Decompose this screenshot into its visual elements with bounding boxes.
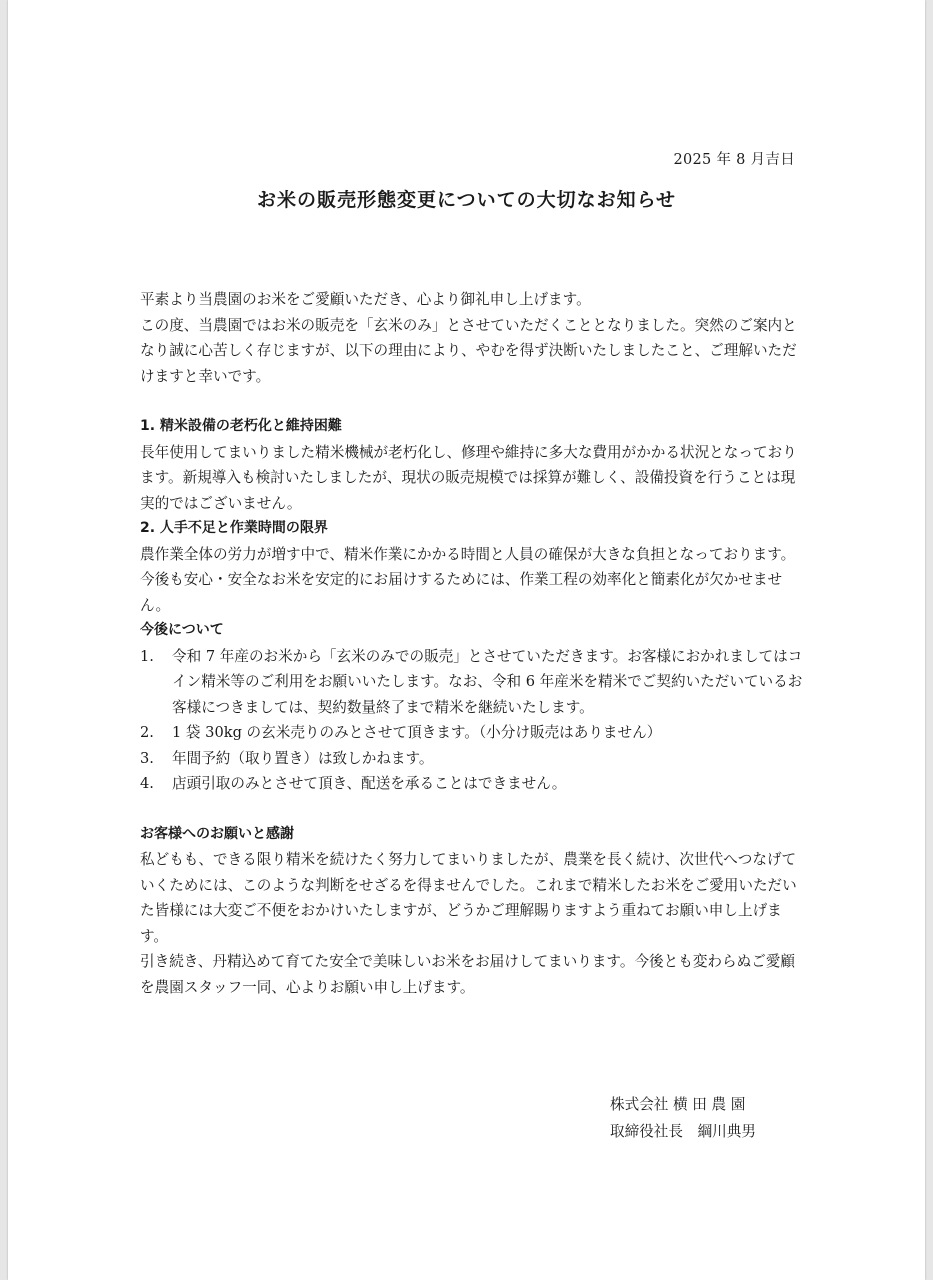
- document-date: 2025 年 8 月吉日: [673, 152, 795, 168]
- list-item-number: 1.: [140, 647, 154, 665]
- list-item-number: 3.: [140, 749, 154, 767]
- list-item: [140, 720, 805, 746]
- list-item-number: 4.: [140, 775, 154, 792]
- signatory-name: 取締役社長 綱川典男: [610, 1123, 756, 1140]
- section-text-labor: 農作業全体の労力が増す中で、精米作業にかかる時間と人員の確保が大きな負担となっております。今後も安心・安全なお米を安定的にお届けするためには、作業工程の効率化と簡素化が欠かせません。: [140, 545, 796, 614]
- section-heading-equipment: 1. 精米設備の老朽化と維持困難: [140, 418, 342, 434]
- request-paragraph: 引き続き、丹精込めて育てた安全で美味しいお米をお届けしてまいります。今後とも変わらぬご愛顧を農園スタッフ一同、心よりお願い申し上げます。: [140, 953, 795, 996]
- document-title: お米の販売形態変更についての大切なお知らせ: [256, 189, 677, 211]
- section-heading-labor: 2. 人手不足と作業時間の限界: [140, 520, 328, 536]
- spacer: [140, 389, 805, 414]
- list-item-text: 1 袋 30kg の玄米売りのみとさせて頂きます。（小分け販売はありません）: [172, 724, 662, 741]
- section-heading-future: 今後について: [140, 622, 224, 638]
- list-item-text: 店頭引取のみとさせて頂き、配送を承ることはできません。: [172, 775, 567, 792]
- list-item-text: 年間予約（取り置き）は致しかねます。: [172, 749, 434, 767]
- spacer: [140, 797, 805, 822]
- list-item-text: 令和 7 年産のお米から「玄米のみでの販売」とさせていただきます。お客様におかれましてはコイン精米等のご利用をお願いいたします。なお、令和 6 年産米を精米でご契約いただいているお客様につきましては、契約数量終了まで精米を継続いたします。: [172, 647, 803, 716]
- intro-paragraph: この度、当農園ではお米の販売を「玄米のみ」とさせていただくこととなりました。突然のご案内となり誠に心苦しく存じますが、以下の理由により、やむを得ず決断いたしましたこと、ご理解いただけますと幸いです。: [140, 316, 797, 385]
- document-page: [8, 0, 925, 1280]
- company-name: 株式会社 横 田 農 園: [610, 1096, 746, 1113]
- list-item-number: 2.: [140, 724, 154, 741]
- future-list: [140, 644, 805, 797]
- request-paragraph: 私どもも、できる限り精米を続けたく努力してまいりましたが、農業を長く続け、次世代へつなげていくためには、このような判断をせざるを得ませんでした。これまで精米したお米をご愛用いただいた皆様には大変ご不便をおかけいたしますが、どうかご理解賜りますよう重ねてお願い申し上げます。: [140, 851, 797, 945]
- section-heading-request: お客様へのお願いと感謝: [140, 825, 294, 842]
- section-text-equipment: 長年使用してまいりました精米機械が老朽化し、修理や維持に多大な費用がかかる状況となっております。新規導入も検討いたしましたが、現状の販売規模では採算が難しく、設備投資を行うことは現実的ではございません。: [140, 443, 797, 512]
- list-item: [140, 644, 805, 721]
- list-item: [140, 771, 805, 797]
- signature-block: [610, 1091, 756, 1145]
- intro-paragraph: 平素より当農園のお米をご愛顧いただき、心より御礼申し上げます。: [140, 291, 591, 308]
- document-body: [140, 287, 805, 1000]
- list-item: [140, 746, 805, 772]
